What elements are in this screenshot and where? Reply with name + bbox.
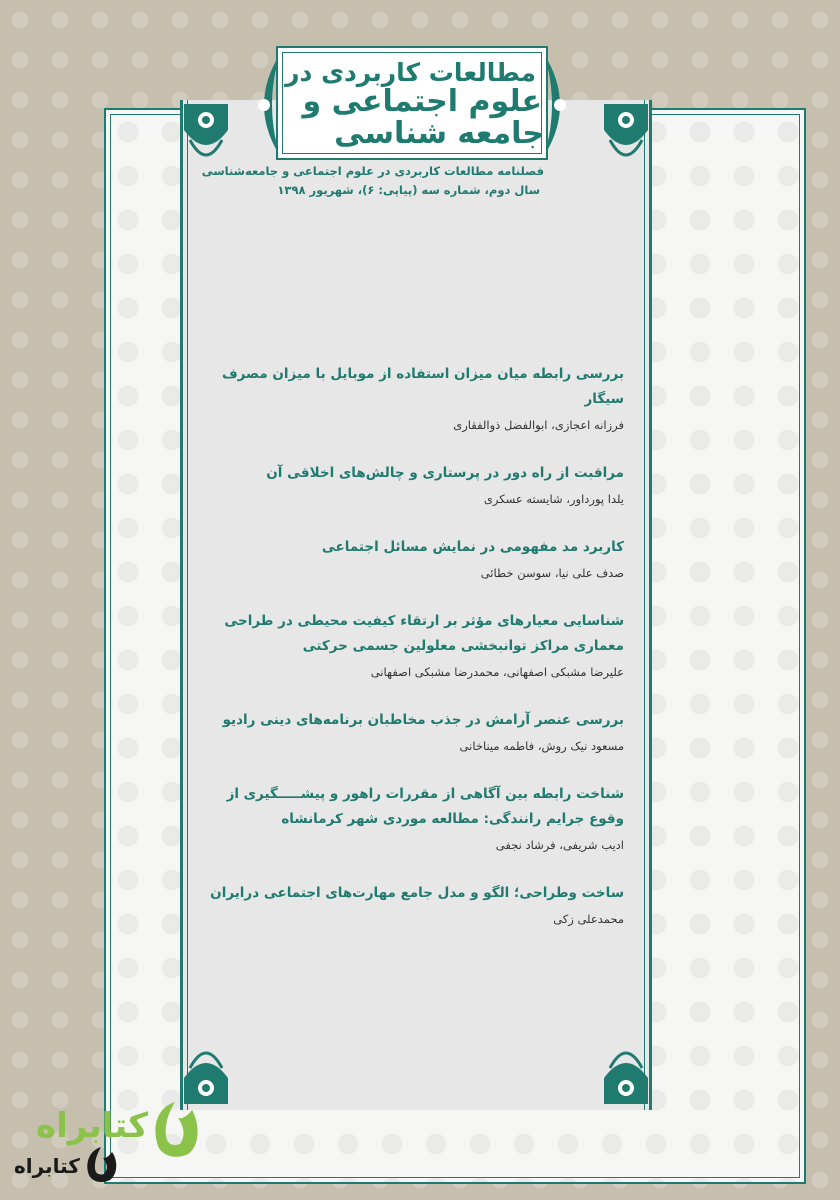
ketabrah-logo-text: کتابراه [36, 1106, 149, 1146]
ketabrah-small-leaf-icon [82, 1145, 120, 1185]
journal-issue: سال دوم، شماره سه (پیاپی: ۶)، شهریور ۱۳۹۸ [277, 183, 540, 197]
bottom-left-ornament-icon [180, 1008, 232, 1108]
panel-right-rule [644, 100, 645, 1110]
article-authors: یلدا پورداور، شایسته عسکری [483, 492, 624, 506]
article-authors: صدف علی نیا، سوسن خطائی [480, 566, 624, 580]
journal-title-line-2: علوم اجتماعی و [302, 84, 542, 119]
article-entry[interactable] [196, 881, 624, 929]
ketabrah-leaf-icon [148, 1098, 202, 1162]
bottom-right-ornament-icon [600, 1008, 652, 1108]
article-authors: محمدعلی زکی [553, 912, 624, 926]
article-entry[interactable] [196, 609, 624, 682]
article-entry[interactable] [196, 782, 624, 855]
ketabrah-logo-text-small: کتابراه [14, 1154, 80, 1178]
top-left-ornament-icon [180, 100, 232, 200]
journal-subtitle: فصلنامه مطالعات کاربردی در علوم اجتماعی و جامعه‌شناسی [201, 164, 544, 178]
article-authors: ادیب شریفی، فرشاد نجفی [495, 838, 624, 852]
article-entry[interactable] [196, 708, 624, 756]
article-title[interactable]: مراقبت از راه دور در پرستاری و چالش‌های اخلاقی آن [266, 465, 624, 481]
article-title[interactable]: بررسی رابطه میان میزان استفاده از موبایل با میزان مصرف سیگار [221, 366, 624, 407]
journal-title-line-1: مطالعات کاربردی در [285, 58, 536, 87]
article-entry[interactable] [196, 535, 624, 583]
article-authors: فرزانه اعجازی، ابوالفضل ذوالفقاری [453, 418, 624, 432]
panel-left-rule [187, 100, 188, 1110]
article-authors: مسعود نیک روش، فاطمه میناخانی [459, 739, 624, 753]
article-title[interactable]: شناخت رابطه بین آگاهی از مقررات راهور و پیشـــــگیری از وقوع جرایم رانندگی: مطالعه موردی شهر کرمانشاه [226, 786, 624, 827]
article-title[interactable]: شناسایی معیارهای مؤثر بر ارتقاء کیفیت محیطی در طراحی معماری مراکز توانبخشی معلولین جسمی حرکتی [224, 613, 624, 654]
article-entry[interactable] [196, 362, 624, 435]
article-title[interactable]: کاربرد مد مفهومی در نمایش مسائل اجتماعی [321, 539, 624, 555]
top-right-ornament-icon [600, 100, 652, 200]
article-title[interactable]: ساخت وطراحی؛ الگو و مدل جامع مهارت‌های اجتماعی درایران [210, 885, 624, 901]
article-title[interactable]: بررسی عنصر آرامش در جذب مخاطبان برنامه‌های دینی رادیو [222, 712, 624, 728]
table-of-contents [196, 362, 624, 955]
article-authors: علیرضا مشبکی اصفهانی، محمدرضا مشبکی اصفهانی [370, 665, 624, 679]
journal-title-line-3: جامعه شناسی [334, 116, 544, 151]
article-entry[interactable] [196, 461, 624, 509]
